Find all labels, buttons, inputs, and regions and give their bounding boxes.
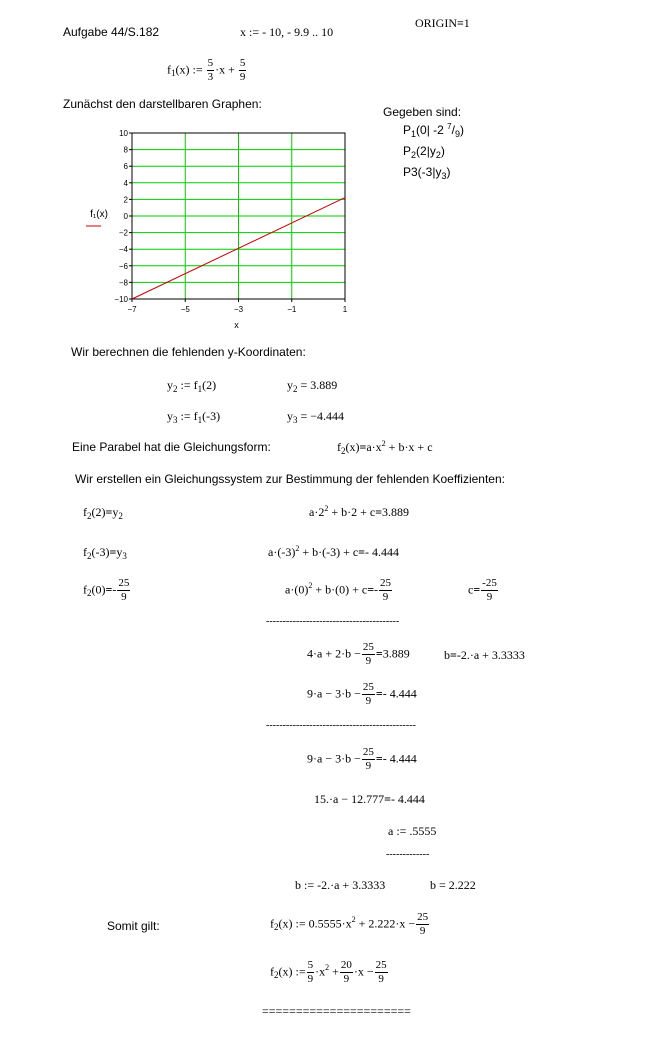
y-tick-label: −8 <box>118 278 128 288</box>
y-axis-label: f₁(x) <box>90 209 108 220</box>
b-expression: b=-2.·a + 3.3333 <box>444 648 525 662</box>
somit-text: Somit gilt: <box>107 919 160 933</box>
y2-value: $y_2 = 3.889$ <box>287 378 338 394</box>
x-axis-label: x <box>234 320 239 330</box>
reduced-eq1: 4·a + 2·b − $\frac{25}{9}$ =3.889 <box>307 641 410 667</box>
c-result: c= $\frac{-25}{9}$ <box>468 577 497 603</box>
x-tick-label: 1 <box>342 305 348 314</box>
eq1-lhs: $f_2(2)=y_2$ <box>83 505 123 521</box>
task-title: Aufgabe 44/S.182 <box>63 25 160 39</box>
f2-decimal: $f_2(x)$ := $0.5555\cdot x^2 + 2.222\cdot x$ − $\frac{25}{9}$ <box>270 911 429 937</box>
y-tick-label: −10 <box>114 295 128 304</box>
reduced-eq2: 9·a − 3·b − $\frac{25}{9}$ =- 4.444 <box>307 681 417 707</box>
koordinaten-text: Wir berechnen die fehlenden y-Koordinaten: <box>71 345 306 359</box>
y2-definition: $y_2$ := $f_1(2)$ <box>167 378 217 394</box>
eq2-lhs: $f_2(-3)=y_3$ <box>83 545 127 561</box>
eq2-rhs: $a\cdot(-3)^2 + b\cdot(-3) + c=-$ 4.444 <box>268 544 400 559</box>
y3-definition: $y_3$ := $f_1(-3)$ <box>167 409 221 425</box>
y-tick-label: −4 <box>118 245 128 255</box>
a-definition: a := .5555 <box>388 824 437 838</box>
range-definition: x := - 10, - 9.9 .. 10 <box>240 25 334 39</box>
linear-eq: 15.·a − 12.777=- 4.444 <box>314 792 425 806</box>
x-tick-label: −7 <box>127 305 137 314</box>
y-tick-label: −6 <box>118 261 128 271</box>
y-tick-label: 6 <box>123 162 128 172</box>
eq3-rhs: $a\cdot(0)^2 + b\cdot(0) + c=-$ $\frac{25}{9}$ <box>285 577 392 603</box>
y-tick-label: 2 <box>123 195 128 205</box>
substituted-eq: 9·a − 3·b − $\frac{25}{9}$ =- 4.444 <box>307 746 417 772</box>
dash-separator-1: ---------------------------------------- <box>266 616 400 627</box>
point-p3: $P3(-3|y_3)$ <box>403 165 451 181</box>
y-tick-label: −2 <box>118 228 128 238</box>
y-tick-label: 0 <box>123 212 128 221</box>
x-tick-label: −1 <box>287 305 297 314</box>
f1-definition: $f_1(x)$ := $\frac{5}{3}$ ·x + $\frac{5}{9}$ <box>167 57 246 83</box>
final-line: ====================== <box>262 1004 411 1018</box>
given-title: Gegeben sind: <box>383 105 462 119</box>
y3-value: $y_3 = -4.444$ <box>287 409 345 425</box>
eq3-lhs: $f_2(0)=-$ $\frac{25}{9}$ <box>83 577 130 603</box>
origin-setting: ORIGIN≡1 <box>415 16 470 30</box>
point-p1: $P_1(0|$ -2 $^7/_9$) <box>403 122 464 139</box>
dash-separator-2: --------------------------------------------- <box>266 720 416 731</box>
parabel-text: Eine Parabel hat die Gleichungsform: <box>72 440 271 454</box>
eq1-rhs: $a\cdot 2^2 + b\cdot 2 + c=3.889$ <box>309 504 410 519</box>
y-tick-label: 10 <box>119 129 128 138</box>
point-p2: $P_2(2|y_2)$ <box>403 144 445 160</box>
system-text: Wir erstellen ein Gleichungssystem zur Bestimmung der fehlenden Koeffizienten: <box>75 472 505 486</box>
dash-separator-3: ------------- <box>386 849 430 860</box>
x-tick-label: −5 <box>180 305 190 314</box>
y-tick-label: 4 <box>123 178 128 188</box>
intro-text: Zunächst den darstellbaren Graphen: <box>63 97 262 111</box>
y-tick-label: 8 <box>123 145 128 155</box>
x-tick-label: −3 <box>233 305 244 314</box>
b-value: b = 2.222 <box>430 878 476 892</box>
parabel-form: $f_2(x)=a\cdot x^2 + b\cdot x + c$ <box>337 439 433 456</box>
f1-graph <box>0 0 646 345</box>
f2-fraction: $f_2(x)$ := $\frac{5}{9}$ $\cdot x^2$ + $\frac{20}{9}$ ·x − $\frac{25}{9}$ <box>270 959 387 985</box>
b-definition: b := -2.·a + 3.3333 <box>295 878 386 892</box>
